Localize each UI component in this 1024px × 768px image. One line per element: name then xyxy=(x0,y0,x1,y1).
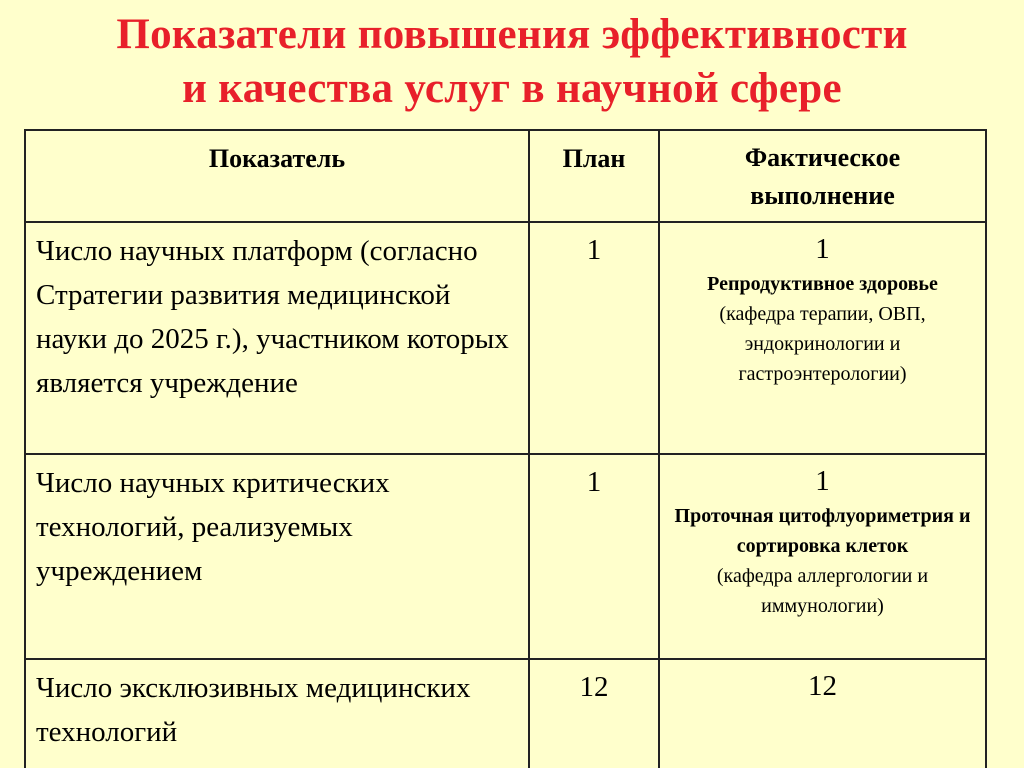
fact-value: 12 xyxy=(808,670,837,702)
fact-cell xyxy=(659,659,986,768)
indicators-table xyxy=(24,129,987,768)
fact-value: 1 xyxy=(815,233,830,265)
header-fact-line-2: выполнение xyxy=(750,181,895,210)
table-header-row xyxy=(25,130,986,222)
fact-department: (кафедра терапии, ОВП, эндокринологии и гастроэнтерологии) xyxy=(719,303,926,385)
header-fact xyxy=(659,130,986,222)
table-row xyxy=(25,659,986,768)
fact-name: Репродуктивное здоровье xyxy=(707,273,938,295)
fact-value: 1 xyxy=(815,465,830,497)
indicator-cell: Число эксклюзивных медицинских технологий xyxy=(25,659,529,768)
slide-title xyxy=(0,8,1024,116)
table-row xyxy=(25,454,986,659)
fact-cell xyxy=(659,454,986,659)
slide-title-line-2: и качества услуг в научной сфере xyxy=(182,65,842,112)
plan-cell: 1 xyxy=(529,222,659,454)
indicator-cell: Число научных критических технологий, реализуемых учреждением xyxy=(25,454,529,659)
fact-cell xyxy=(659,222,986,454)
fact-department: (кафедра аллергологии и иммунологии) xyxy=(716,565,929,617)
plan-cell: 1 xyxy=(529,454,659,659)
header-indicator: Показатель xyxy=(25,130,529,222)
header-plan: План xyxy=(529,130,659,222)
fact-name: Проточная цитофлуориметрия и сортировка клеток xyxy=(674,505,971,557)
table-row xyxy=(25,222,986,454)
indicator-cell: Число научных платформ (согласно Стратегии развития медицинской науки до 2025 г.), участником которых является учреждение xyxy=(25,222,529,454)
slide-title-line-1: Показатели повышения эффективности xyxy=(116,11,908,58)
plan-cell: 12 xyxy=(529,659,659,768)
header-fact-line-1: Фактическое xyxy=(744,143,901,172)
